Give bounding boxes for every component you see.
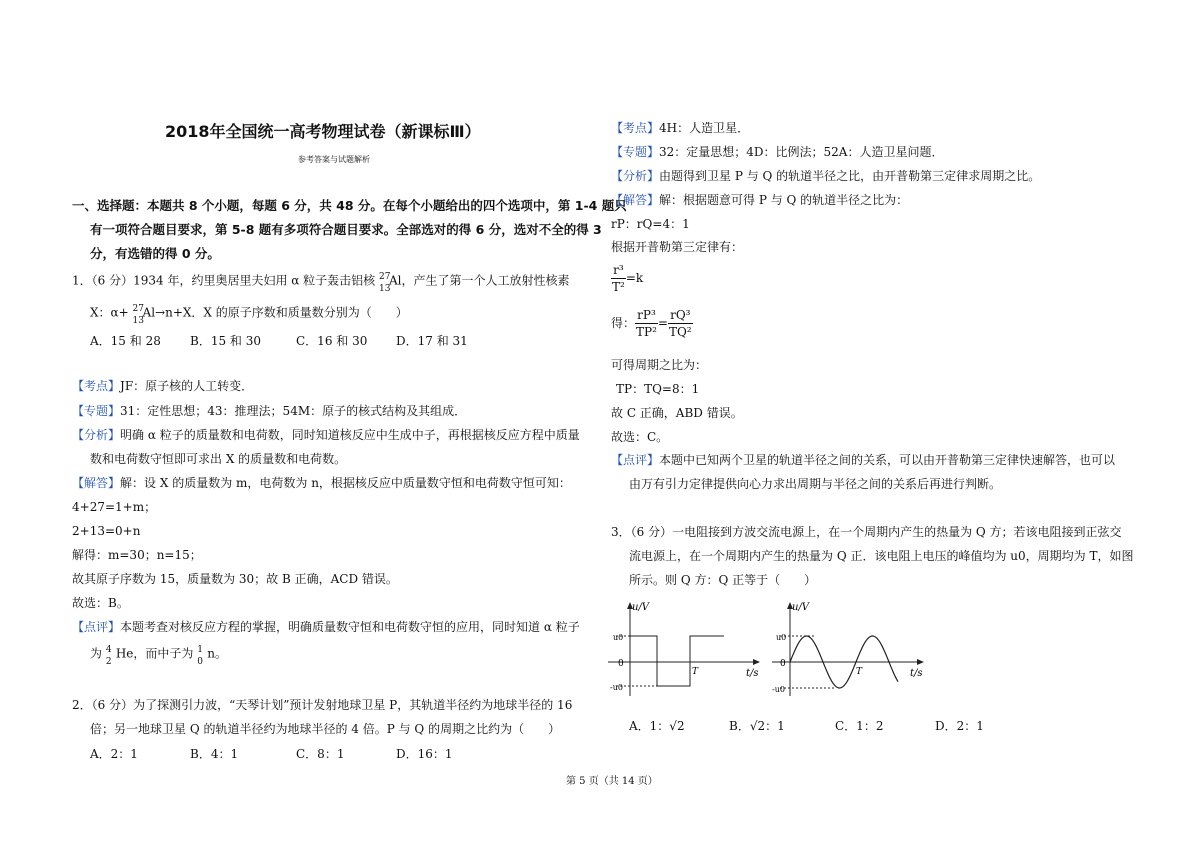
section-header-line2: 有一项符合题目要求，第 5-8 题有多项符合题目要求。全部选对的得 6 分，选对不全的得 3: [90, 222, 602, 237]
page-subtitle: 参考答案与试题解析: [298, 155, 370, 164]
q1-eq5: 故选：B。: [72, 596, 129, 610]
q1-dianping: 【点评】本题考查对核反应方程的掌握，明确质量数守恒和电荷数守恒的应用，同时知道 α 粒子: [72, 620, 580, 634]
q1-stem-line1: 1．（6 分）1934 年，约里奥居里夫妇用 α 粒子轰击铝核 27 13 Al，产生了第一个人工放射性核素: [72, 272, 570, 294]
q2-dianping-2: 由万有引力定律提供向心力求出周期与半径之间的关系后再进行判断。: [629, 477, 1002, 491]
q2-option-d: D．16：1: [396, 747, 453, 761]
q1-jieda: 【解答】解：设 X 的质量数为 m，电荷数为 n，根据核反应中质量数守恒和电荷数守恒可知：: [72, 476, 571, 490]
q1-eq3: 解得：m=30；n=15；: [72, 548, 202, 562]
q1-stem-line2: X：α+ 27 13 Al→n+X．X 的原子序数和质量数分别为（ ）: [90, 304, 408, 326]
square-wave-figure: [608, 598, 768, 698]
q3-option-c: C．1：2: [835, 719, 884, 733]
q2-option-c: C．8：1: [296, 747, 345, 761]
section-header-line1: 一、选择题：本题共 8 个小题，每题 6 分，共 48 分。在每个小题给出的四个选项中，第 1-4 题只: [72, 198, 627, 213]
sine-u-label: u/V: [792, 602, 810, 613]
square-u0: u0: [613, 633, 624, 642]
q1-option-d: D．17 和 31: [396, 334, 468, 348]
q3-stem-line1: 3．（6 分）一电阻接到方波交流电源上，在一个周期内产生的热量为 Q 方；若该电阻接到正弦交: [611, 525, 1122, 539]
section-header-line3: 分，有选错的得 0 分。: [90, 246, 220, 261]
q2-zhuanti: 【专题】32：定量思想；4D：比例法；52A：人造卫星问题．: [611, 145, 944, 159]
q1-eq4: 故其原子序数为 15，质量数为 30；故 B 正确，ACD 错误。: [72, 572, 398, 586]
q2-option-b: B．4：1: [190, 747, 239, 761]
q2-period: TP：TQ=8：1: [616, 382, 700, 396]
q1-stem-text: 1．（6 分）1934 年，约里奥居里夫妇用 α 粒子轰击铝核: [72, 273, 379, 288]
q1-kaodian: 【考点】JF：原子核的人工转变．: [72, 379, 254, 393]
q2-fenxi: 【分析】由题得到卫星 P 与 Q 的轨道半径之比，由开普勒第三定律求周期之比。: [611, 169, 1041, 183]
sine-t-label: t/s: [910, 668, 923, 679]
q2-stem-line1: 2．（6 分）为了探测引力波，“天琴计划”预计发射地球卫星 P，其轨道半径约为地球半径的 16: [72, 698, 573, 712]
sine-wave-figure: [770, 598, 932, 698]
q1-option-a: A．15 和 28: [90, 334, 161, 348]
q3-option-b: B．√2：1: [729, 719, 785, 733]
q3-option-a: A．1：√2: [629, 719, 685, 733]
square-zero: 0: [618, 659, 624, 669]
sine-u0: u0: [776, 633, 787, 642]
q3-option-d: D．2：1: [935, 719, 984, 733]
square-T: T: [692, 667, 699, 677]
q1-eq2: 2+13=0+n: [72, 524, 141, 538]
al-nuclide: 27 13: [379, 272, 391, 294]
q3-stem-line2: 流电源上，在一个周期内产生的热量为 Q 正．该电阻上电压的峰值均为 u0，周期均为 T，如图: [629, 549, 1134, 563]
q1-option-c: C．16 和 30: [296, 334, 368, 348]
q1-option-b: B．15 和 30: [190, 334, 261, 348]
q2-option-a: A．2：1: [90, 747, 138, 761]
q1-fenxi: 【分析】明确 α 粒子的质量数和电荷数，同时知道核反应中生成中子，再根据核反应方程中质量: [72, 428, 580, 442]
q1-zhuanti: 【专题】31：定性思想；43：推理法；54M：原子的核式结构及其组成．: [72, 404, 467, 418]
q1-dianping-2: 为 4 2 He，而中子为 1 0 n。: [90, 645, 227, 667]
q3-stem-line3: 所示。则 Q 方：Q 正等于（ ）: [629, 573, 817, 587]
q2-kaodian: 【考点】4H：人造卫星．: [611, 121, 750, 135]
q2-kepler: 根据开普勒第三定律有：: [611, 240, 744, 254]
sine-zero: 0: [780, 659, 786, 669]
page-title: 2018年全国统一高考物理试卷（新课标Ⅲ）: [165, 122, 481, 141]
q1-fenxi-2: 数和电荷数守恒即可求出 X 的质量数和电荷数。: [90, 452, 347, 466]
q2-period-line: 可得周期之比为：: [611, 358, 708, 372]
square-u-label: u/V: [632, 602, 650, 613]
square-neg-u0: -u0: [610, 683, 623, 692]
neutron-nuclide: 1 0: [197, 645, 203, 667]
al-nuclide-2: 27 13: [132, 304, 144, 326]
page-footer: 第 5 页（共 14 页）: [566, 776, 658, 787]
q2-conclusion-2: 故选：C。: [611, 430, 669, 444]
q1-eq1: 4+27=1+m；: [72, 500, 157, 514]
he-nuclide: 4 2: [105, 645, 112, 667]
q2-stem-line2: 倍；另一地球卫星 Q 的轨道半径约为地球半径的 4 倍。P 与 Q 的周期之比约为（ ）: [90, 722, 561, 736]
q2-conclusion-1: 故 C 正确，ABD 错误。: [611, 406, 743, 420]
q2-jieda: 【解答】解：根据题意可得 P 与 Q 的轨道半径之比为：: [611, 193, 909, 207]
q2-kepler-formula: $\frac{\text{r³}}{\text{T²}}$ =k: [612, 263, 644, 294]
sine-T: T: [856, 667, 863, 677]
q2-ratio: rP：rQ=4：1: [611, 217, 690, 231]
square-t-label: t/s: [746, 668, 759, 679]
q2-dianping: 【点评】本题中已知两个卫星的轨道半径之间的关系，可以由开普勒第三定律快速解答，也可以: [611, 453, 1116, 467]
sine-neg-u0: -u0: [772, 685, 785, 694]
q2-ratio-formula: 得： $\frac{\text{rP³}}{\text{TP²}}$ = $\frac{\text{rQ³}}{\text{TQ²}}$: [611, 308, 692, 339]
